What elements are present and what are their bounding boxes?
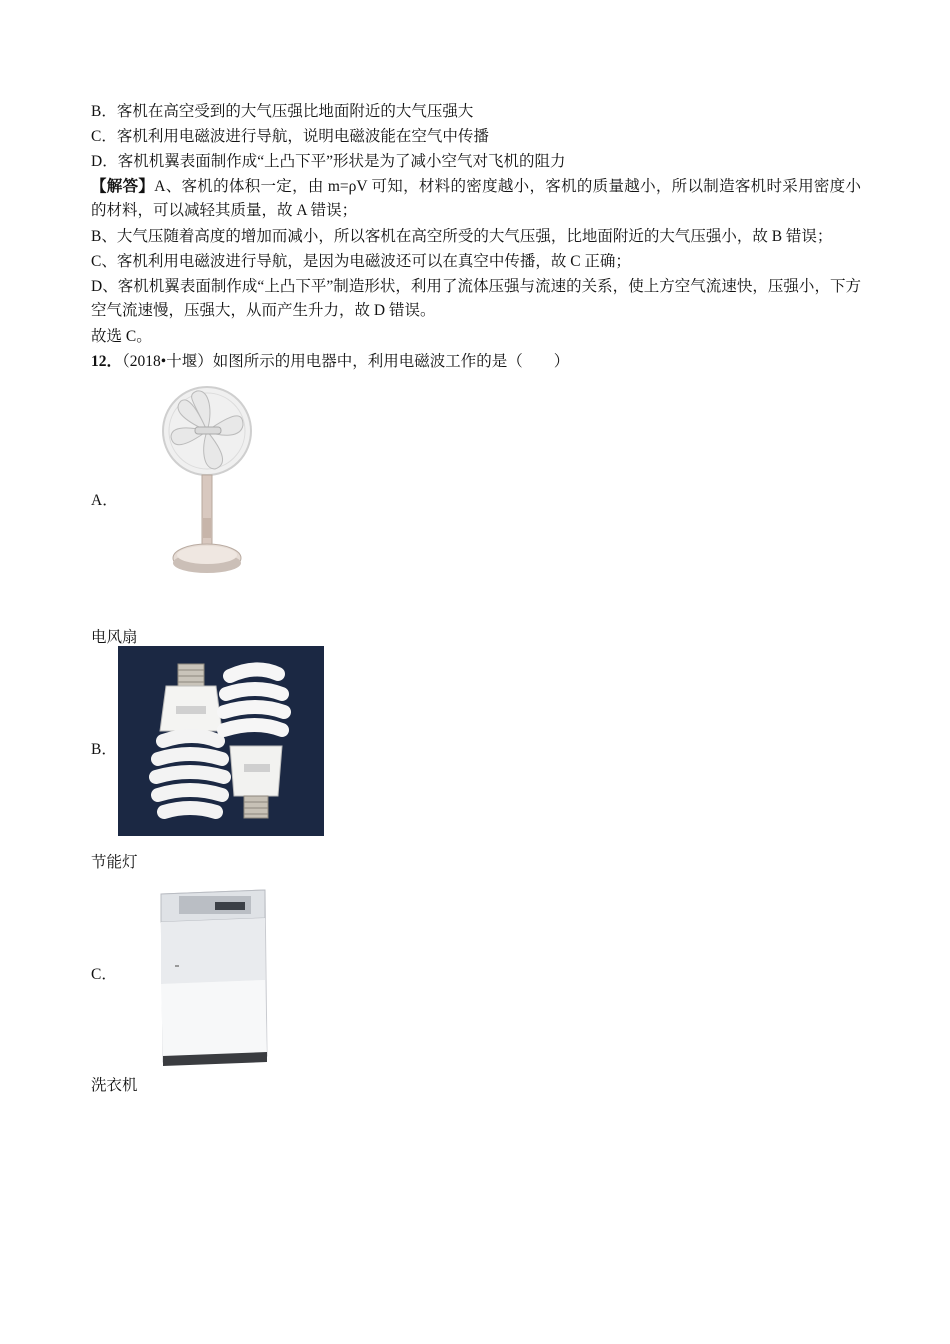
option-b-letter: B． [91,741,117,758]
option-c-prev: C．客机利用电磁波进行导航，说明电磁波能在空气中传播 [91,128,489,145]
electric-fan-icon [155,383,275,578]
option-d-prev: D．客机机翼表面制作成“上凸下平”形状是为了减小空气对飞机的阻力 [91,153,566,170]
option-a-caption: 电风扇 [91,629,138,646]
answer-d: D、客机机翼表面制作成“上凸下平”制造形状，利用了流体压强与流速的关系，使上方空气流速快，压强小，下方空气流速慢，压强大，从而产生升力，故 D 错误。 [91,278,861,319]
answer-a-text: A、客机的体积一定，由 m=ρV 可知，材料的密度越小，客机的质量越小，所以制造客机时采用密度小的材料，可以减轻其质量，故 A 错误； [91,178,861,219]
question-stem: （2018•十堰）如图所示的用电器中，利用电磁波工作的是（ ） [122,353,570,370]
answer-choice: 故选 C。 [91,328,152,345]
answer-c: C、客机利用电磁波进行导航，是因为电磁波还可以在真空中传播，故 C 正确； [91,253,631,270]
washing-machine-icon [155,880,275,1066]
option-a-letter: A． [91,492,118,509]
option-b-prev: B．客机在高空受到的大气压强比地面附近的大气压强大 [91,103,474,120]
question-number: 12． [91,353,123,370]
option-c-letter: C． [91,966,117,983]
cfl-bulb-icon [118,646,324,836]
option-c-caption: 洗衣机 [91,1077,138,1094]
answer-label: 【解答】 [91,178,155,195]
answer-b: B、大气压随着高度的增加而减小，所以客机在高空所受的大气压强，比地面附近的大气压强小，故 B 错误； [91,228,833,245]
option-b-caption: 节能灯 [91,854,138,871]
question-12 [91,352,569,372]
answer-a [91,175,861,223]
